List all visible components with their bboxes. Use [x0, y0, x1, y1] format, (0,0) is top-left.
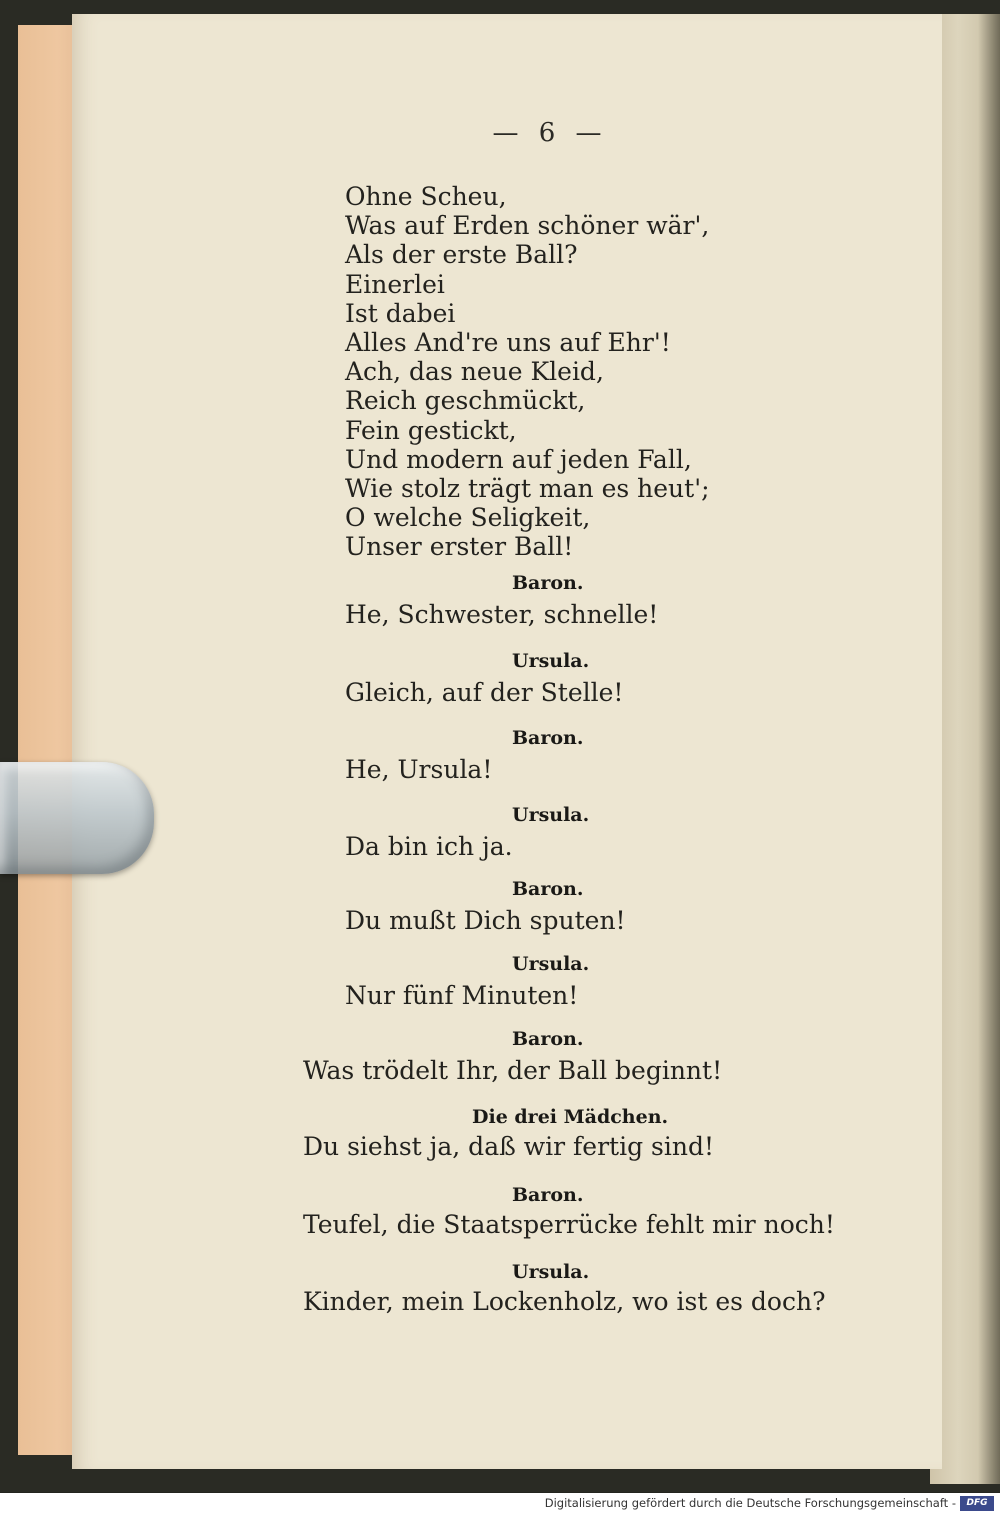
- speaker-name: Baron.: [512, 878, 584, 900]
- verse-line: Ach, das neue Kleid,: [345, 357, 604, 387]
- funding-credit: Digitalisierung gefördert durch die Deutsche Forschungsgemeinschaft -: [544, 1496, 956, 1510]
- verse-line: Einerlei: [345, 269, 445, 299]
- verse-block: [345, 182, 710, 562]
- dialogue-line: Du mußt Dich sputen!: [345, 906, 626, 935]
- speaker-name: Ursula.: [512, 804, 590, 826]
- verse-line: Was auf Erden schöner wär',: [345, 211, 710, 241]
- verse-line: Ist dabei: [345, 298, 456, 328]
- dialogue-line: He, Schwester, schnelle!: [345, 600, 659, 629]
- speaker-name: Ursula.: [512, 1261, 590, 1283]
- dialogue-line: Teufel, die Staatsperrücke fehlt mir noch!: [303, 1210, 835, 1239]
- verse-line: Und modern auf jeden Fall,: [345, 444, 692, 474]
- footer-bar: [0, 1493, 1000, 1515]
- verse-line: Alles And're uns auf Ehr'!: [345, 328, 671, 358]
- dialogue-line: Du siehst ja, daß wir fertig sind!: [303, 1132, 714, 1161]
- speaker-name: Baron.: [512, 1184, 584, 1206]
- speaker-name: Baron.: [512, 572, 584, 594]
- verse-line: Fein gestickt,: [345, 415, 517, 445]
- page-clip: [0, 762, 154, 874]
- speaker-name: Baron.: [512, 1028, 584, 1050]
- speaker-name: Ursula.: [512, 953, 590, 975]
- verse-line: Ohne Scheu,: [345, 182, 507, 211]
- speaker-name: Baron.: [512, 727, 584, 749]
- dialogue-line: Da bin ich ja.: [345, 832, 513, 861]
- dfg-logo: DFG: [960, 1496, 994, 1511]
- verse-line: Als der erste Ball?: [345, 240, 578, 270]
- verse-line: Unser erster Ball!: [345, 532, 574, 562]
- dialogue-line: He, Ursula!: [345, 755, 493, 784]
- verse-line: O welche Seligkeit,: [345, 503, 591, 533]
- dialogue-line: Gleich, auf der Stelle!: [345, 678, 624, 707]
- page-number: — 6 —: [492, 118, 608, 148]
- verse-line: Reich geschmückt,: [345, 386, 586, 416]
- dialogue-line: Was trödelt Ihr, der Ball beginnt!: [303, 1056, 723, 1085]
- speaker-name: Die drei Mädchen.: [472, 1106, 669, 1128]
- speaker-name: Ursula.: [512, 650, 590, 672]
- gutter-shadow: [978, 14, 1000, 1484]
- verse-line: Wie stolz trägt man es heut';: [345, 474, 710, 504]
- dialogue-line: Nur fünf Minuten!: [345, 981, 579, 1010]
- dialogue-line: Kinder, mein Lockenholz, wo ist es doch?: [303, 1287, 826, 1316]
